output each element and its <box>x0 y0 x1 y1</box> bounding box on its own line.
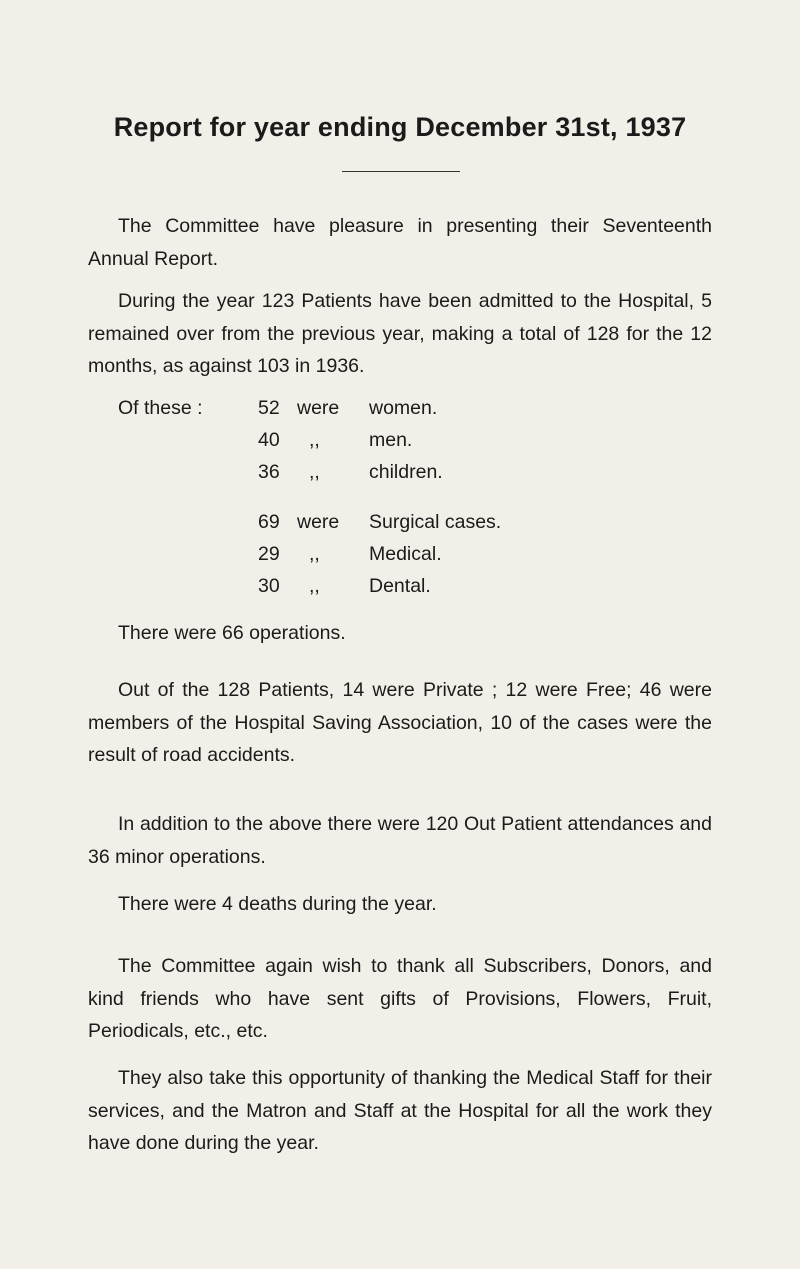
row-number: 36 <box>258 461 280 483</box>
outpatients-text: In addition to the above there were 120 Out Patient attendances and 36 minor operations. <box>88 813 712 868</box>
staff-text: They also take this opportunity of thanking the Medical Staff for their services, and the Matron and Staff at the Hospital for all the work they have done during the year. <box>88 1067 712 1154</box>
operations-line: There were 66 operations. <box>118 622 346 644</box>
row-desc: women. <box>369 397 438 419</box>
row-number: 69 <box>258 511 280 533</box>
row-verb: ,, <box>309 543 320 565</box>
row-desc: Medical. <box>369 543 442 565</box>
patients-paragraph <box>88 674 712 772</box>
thanks-paragraph <box>88 950 712 1048</box>
row-desc: men. <box>369 429 413 451</box>
row-verb: ,, <box>309 429 320 451</box>
title-underline <box>342 171 460 172</box>
row-verb: ,, <box>309 461 320 483</box>
admissions-text: During the year 123 Patients have been admitted to the Hospital, 5 remained over from the previous year, making a total of 128 for the 12 months, as against 103 in 1936. <box>88 290 712 377</box>
row-verb: were <box>297 397 340 419</box>
patients-text: Out of the 128 Patients, 14 were Private ; 12 were Free; 46 were members of the Hospital Saving Association, 10 of the cases were the result of road accidents. <box>88 679 712 766</box>
row-desc: Dental. <box>369 575 431 597</box>
staff-paragraph <box>88 1062 712 1160</box>
row-number: 30 <box>258 575 280 597</box>
row-desc: children. <box>369 461 443 483</box>
outpatients-paragraph <box>88 808 712 873</box>
admissions-paragraph <box>88 285 712 383</box>
breakdown-label: Of these : <box>118 397 203 419</box>
row-desc: Surgical cases. <box>369 511 502 533</box>
row-number: 52 <box>258 397 280 419</box>
deaths-line: There were 4 deaths during the year. <box>118 893 437 915</box>
intro-paragraph <box>88 210 712 275</box>
intro-text: The Committee have pleasure in presenting their Seventeenth Annual Report. <box>88 215 712 270</box>
page-title: Report for year ending December 31st, 1937 <box>113 112 687 142</box>
row-verb: ,, <box>309 575 320 597</box>
thanks-text: The Committee again wish to thank all Subscribers, Donors, and kind friends who have sent gifts of Provisions, Flowers, Fruit, Periodicals, etc., etc. <box>88 955 712 1042</box>
row-verb: were <box>297 511 340 533</box>
row-number: 40 <box>258 429 280 451</box>
row-number: 29 <box>258 543 280 565</box>
